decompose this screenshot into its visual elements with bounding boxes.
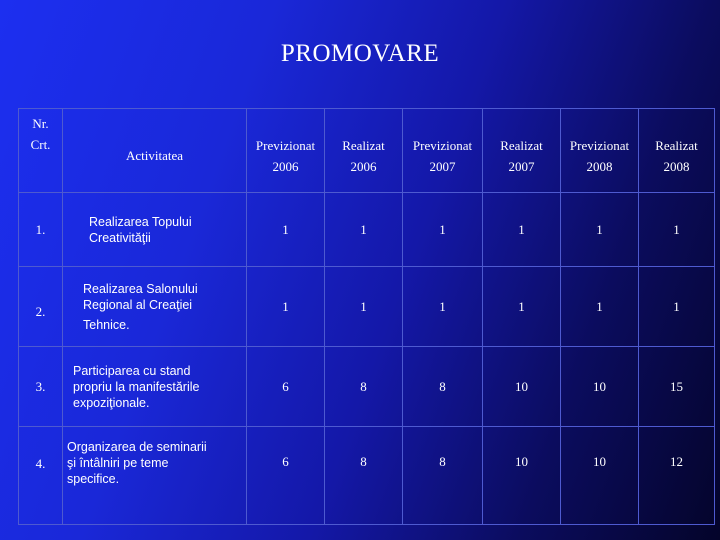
row-number: 1. [19,193,63,267]
header-col-3 [483,109,561,193]
row-value: 8 [403,347,483,427]
row-value: 1 [403,267,483,347]
row-activity [63,267,247,347]
row-activity-line: Creativităţii [89,230,151,245]
header-col-3-line-2: 2007 [508,159,535,174]
row-activity [63,347,247,427]
row-value: 1 [325,193,403,267]
header-col-5-line-1: Realizat [655,138,698,153]
header-col-5 [639,109,715,193]
header-col-0-line-1: Previzionat [255,138,316,153]
header-col-1-line-1: Realizat [342,138,385,153]
row-number: 2. [19,267,63,347]
row-value: 6 [247,427,325,525]
row-value: 1 [561,193,639,267]
row-value: 6 [247,347,325,427]
table-row [19,427,715,525]
row-number: 3. [19,347,63,427]
row-activity-line: Tehnice. [83,317,130,332]
header-col-2 [403,109,483,193]
row-value: 8 [325,347,403,427]
row-value: 1 [247,267,325,347]
row-value: 1 [639,193,715,267]
slide-title: PROMOVARE [280,40,440,67]
row-activity-line: Regional al Creaţiei [83,297,193,312]
header-col-1 [325,109,403,193]
row-value: 1 [483,193,561,267]
row-value: 1 [403,193,483,267]
header-col-1-line-2: 2006 [350,159,377,174]
row-activity-line: Organizarea de seminarii [67,440,207,454]
header-activity: Activitatea [63,109,247,193]
header-col-4-line-2: 2008 [586,159,613,174]
row-value: 12 [639,427,715,525]
row-value: 1 [325,267,403,347]
row-activity-line: Participarea cu stand [73,363,191,378]
header-col-0 [247,109,325,193]
table-row [19,193,715,267]
row-value: 10 [561,347,639,427]
header-col-4-line-1: Previzionat [569,138,630,153]
row-activity-line: Realizarea Salonului [83,281,198,296]
row-value: 10 [483,347,561,427]
header-row [19,109,715,193]
header-nr-line-2: Crt. [30,137,51,152]
row-activity-line: şi întâlniri pe teme [67,456,169,470]
header-nr [19,109,63,193]
header-nr-line-1: Nr. [32,116,49,131]
header-col-4 [561,109,639,193]
header-col-0-line-2: 2006 [272,159,299,174]
header-col-2-line-1: Previzionat [412,138,473,153]
row-value: 10 [483,427,561,525]
promotion-table [18,108,715,525]
row-activity-line: propriu la manifestările [73,379,200,394]
row-value: 10 [561,427,639,525]
header-col-2-line-2: 2007 [429,159,456,174]
row-activity-line: specifice. [67,472,120,486]
row-value: 8 [325,427,403,525]
header-col-5-line-2: 2008 [663,159,690,174]
table-row [19,347,715,427]
row-activity [63,427,247,525]
table-row [19,267,715,347]
row-activity-line: expoziţionale. [73,395,150,410]
row-value: 1 [483,267,561,347]
header-col-3-line-1: Realizat [500,138,543,153]
row-activity [63,193,247,267]
row-value: 1 [639,267,715,347]
row-value: 1 [247,193,325,267]
row-value: 15 [639,347,715,427]
row-value: 8 [403,427,483,525]
row-number: 4. [19,427,63,525]
row-activity-line: Realizarea Topului [89,214,192,229]
row-value: 1 [561,267,639,347]
